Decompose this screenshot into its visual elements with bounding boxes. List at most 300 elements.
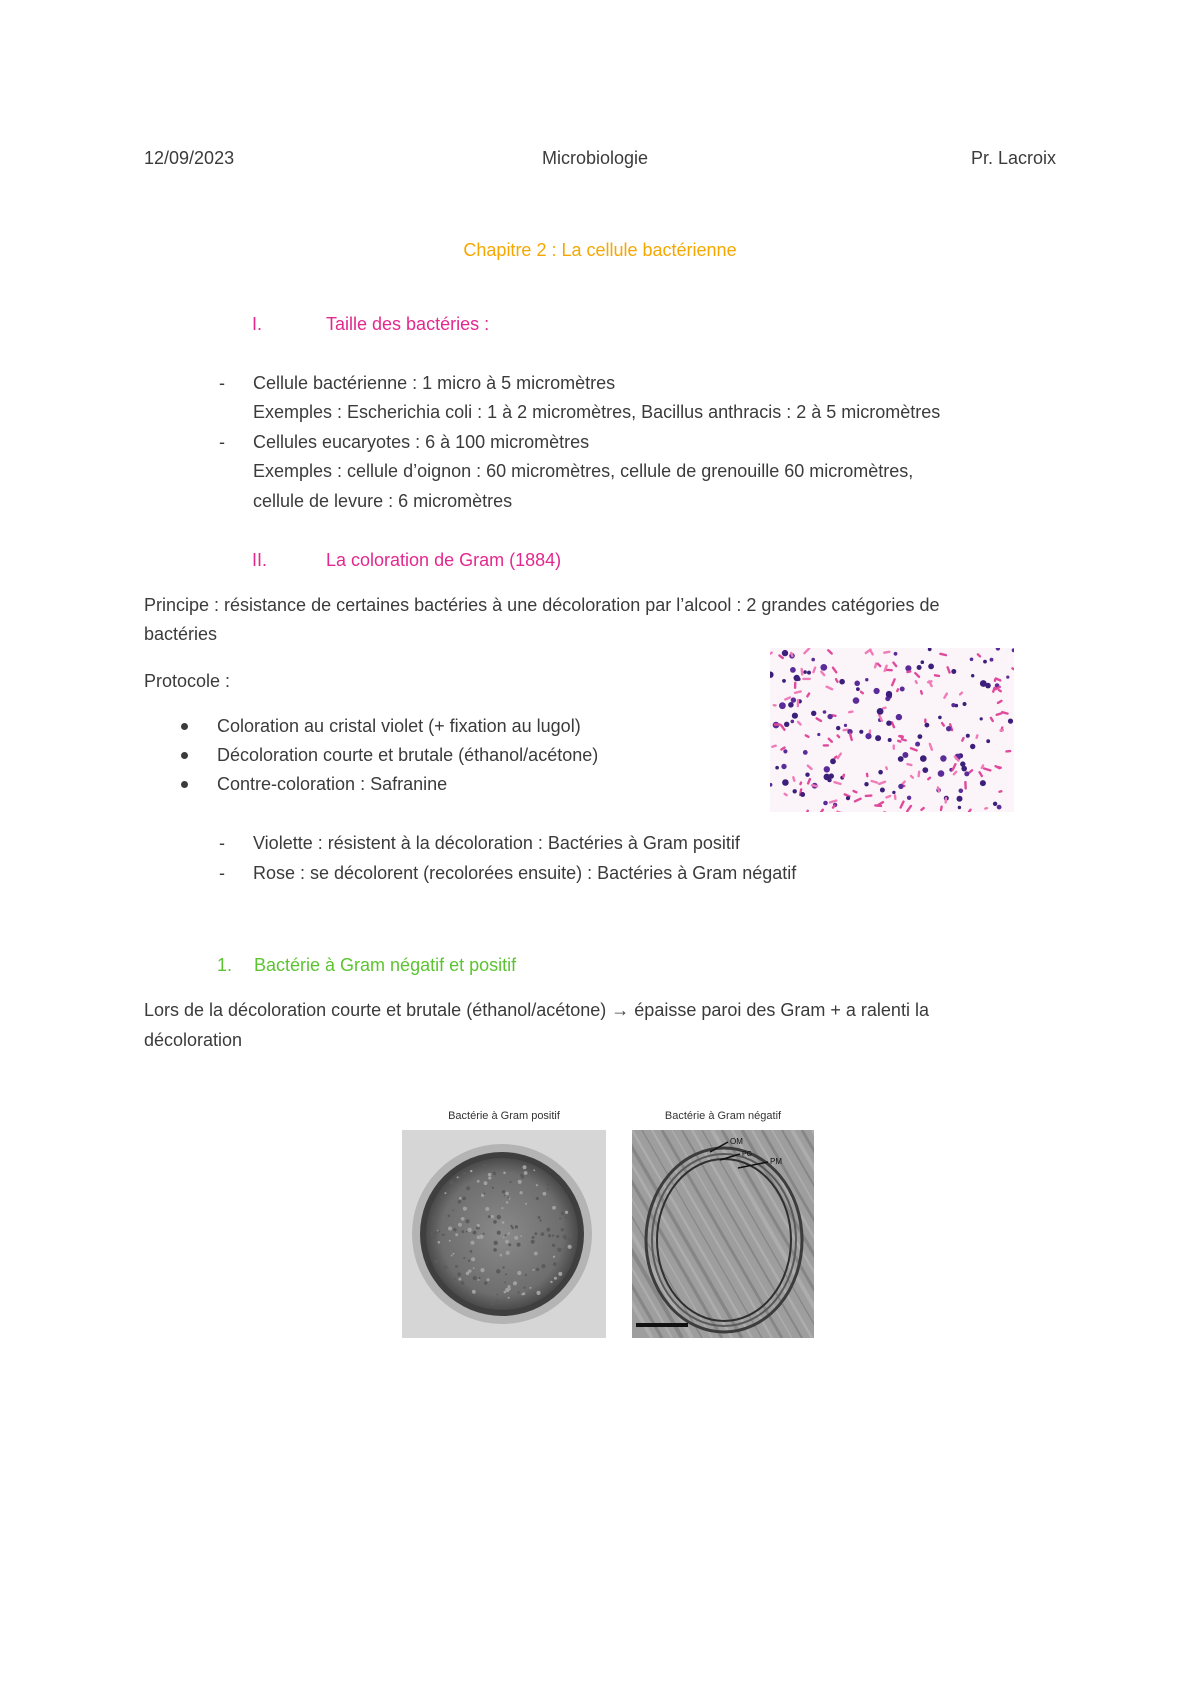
gram-negative-rod xyxy=(883,664,888,672)
speckle xyxy=(523,1287,525,1289)
gram-negative-rod xyxy=(976,653,982,658)
gram-negative-rod xyxy=(920,806,926,811)
gram-positive-coccus xyxy=(900,687,905,692)
speckle xyxy=(432,1217,434,1219)
speckle xyxy=(505,1192,509,1196)
protocol-bullet-1-text: Coloration au cristal violet (+ fixation au lugol) xyxy=(217,716,581,736)
gram-positive-coccus xyxy=(775,766,779,770)
speckle xyxy=(458,1200,462,1204)
speckle xyxy=(505,1234,507,1236)
speckle xyxy=(488,1173,492,1177)
gram-positive-coccus xyxy=(865,678,868,681)
gram-positive-coccus xyxy=(811,658,815,662)
speckle xyxy=(440,1196,442,1198)
speckle xyxy=(473,1276,477,1280)
gram-positive-coccus xyxy=(1008,719,1013,724)
speckle xyxy=(501,1207,503,1209)
gram-negative-rod xyxy=(975,734,979,739)
pg-label: PG xyxy=(742,1151,753,1158)
subsection-1-number: 1. xyxy=(217,955,233,975)
gram-negative-rod xyxy=(815,717,823,723)
gram-result-2 xyxy=(219,863,797,883)
speckle xyxy=(517,1243,521,1247)
speckle xyxy=(493,1220,497,1224)
speckle xyxy=(508,1243,511,1246)
speckle xyxy=(505,1240,509,1244)
gram-negative-rod xyxy=(914,680,918,685)
speckle xyxy=(565,1238,567,1240)
speckle xyxy=(478,1279,480,1281)
speckle xyxy=(457,1176,459,1178)
gram-negative-rod xyxy=(799,781,803,786)
gram-positive-coccus xyxy=(820,664,827,671)
gram-result-1-text: Violette : résistent à la décoloration : Bactéries à Gram positif xyxy=(253,833,740,853)
speckle xyxy=(496,1294,498,1296)
speckle xyxy=(515,1225,518,1228)
gram-negative-rod xyxy=(891,678,897,687)
speckle xyxy=(543,1192,547,1196)
gram-positive-coccus xyxy=(846,796,850,800)
gram-negative-rod xyxy=(834,678,839,684)
gram-positive-coccus xyxy=(793,789,797,793)
speckle xyxy=(444,1265,448,1269)
gram-negative-rod xyxy=(914,672,921,679)
gram-positive-coccus xyxy=(971,674,974,677)
gram-positive-coccus xyxy=(996,648,1000,651)
pm-label: PM xyxy=(770,1157,782,1166)
size-item-2-line2: Exemples : cellule d’oignon : 60 micromètres, cellule de grenouille 60 micromètres, xyxy=(253,461,914,481)
gram-negative-rod xyxy=(899,800,905,809)
speckle xyxy=(472,1290,476,1294)
gram-positive-coccus xyxy=(951,703,955,707)
gram-positive-coccus xyxy=(770,672,774,678)
speckle xyxy=(493,1248,497,1252)
speckle xyxy=(524,1171,528,1175)
gram-negative-rod xyxy=(892,661,898,668)
speckle xyxy=(468,1260,470,1262)
gram-negative-rod xyxy=(940,721,945,727)
speckle xyxy=(557,1248,561,1252)
decoloration-para-line-1: Lors de la décoloration courte et brutale (éthanol/acétone) → épaisse paroi des Gram + a ralenti la xyxy=(144,1000,929,1020)
gram-positive-coccus xyxy=(877,708,884,715)
gram-negative-rod xyxy=(958,691,963,696)
gram-positive-coccus xyxy=(980,780,986,786)
gram-negative-rod xyxy=(792,776,796,782)
gram-negative-rod xyxy=(917,770,920,777)
gram-positive-coccus xyxy=(791,697,796,702)
speckle xyxy=(461,1217,465,1221)
speckle xyxy=(502,1190,505,1193)
gram-negative-rod xyxy=(794,690,803,694)
speckle xyxy=(556,1235,559,1238)
gram-positive-coccus xyxy=(970,658,974,662)
speckle xyxy=(514,1236,518,1240)
gram-negative-rod xyxy=(866,773,869,778)
gram-positive-coccus xyxy=(865,733,871,739)
speckle xyxy=(459,1278,462,1281)
gram-positive-coccus xyxy=(915,742,920,747)
gram-positive-coccus xyxy=(782,779,789,786)
gram-positive-coccus xyxy=(807,671,811,675)
gram-positive-coccus xyxy=(888,738,892,742)
chapter-title: Chapitre 2 : La cellule bactérienne xyxy=(463,240,737,260)
gram-positive-coccus xyxy=(844,724,847,727)
gram-negative-rod xyxy=(797,699,800,708)
gram-negative-caption: Bactérie à Gram négatif xyxy=(664,1110,782,1122)
speckle xyxy=(542,1289,544,1291)
gram-negative-rod xyxy=(893,744,895,750)
speckle xyxy=(491,1215,494,1218)
gram-positive-coccus xyxy=(951,669,956,674)
gram-positive-coccus xyxy=(970,744,975,749)
speckle xyxy=(467,1228,471,1232)
gram-stain-image xyxy=(770,648,1014,812)
gram-positive-coccus xyxy=(886,691,892,697)
gram-positive-coccus xyxy=(898,784,903,789)
gram-positive-coccus xyxy=(990,658,994,662)
speckle xyxy=(506,1251,510,1255)
speckle xyxy=(487,1278,490,1281)
gram-positive-coccus xyxy=(966,734,970,738)
gram-positive-coccus xyxy=(983,660,987,664)
speckle xyxy=(466,1231,468,1233)
gram-negative-rod xyxy=(803,648,811,655)
gram-negative-rod xyxy=(800,668,803,676)
cytoplasm xyxy=(426,1158,578,1310)
gram-negative-rod xyxy=(961,736,965,742)
gram-negative-rod xyxy=(836,810,845,812)
speckle xyxy=(539,1219,541,1221)
speckle xyxy=(532,1236,535,1239)
gram-negative-micrograph xyxy=(632,1130,814,1338)
gram-negative-rod xyxy=(852,789,858,793)
speckle xyxy=(451,1255,453,1257)
size-item-2-line3: cellule de levure : 6 micromètres xyxy=(253,491,513,511)
gram-positive-coccus xyxy=(925,723,930,728)
gram-positive-coccus xyxy=(928,648,932,651)
speckle xyxy=(533,1169,535,1171)
gram-positive-coccus xyxy=(874,688,880,694)
gram-negative-rod xyxy=(849,732,854,741)
speckle xyxy=(488,1176,491,1179)
bullet-dot xyxy=(181,752,188,759)
scale-bar xyxy=(636,1323,688,1327)
speckle xyxy=(568,1238,571,1241)
speckle xyxy=(443,1270,445,1272)
gram-negative-rod xyxy=(812,666,817,674)
subsection-1-title: Bactérie à Gram négatif et positif xyxy=(254,955,517,975)
size-item-1 xyxy=(219,373,616,393)
speckle xyxy=(483,1164,487,1168)
speckle xyxy=(552,1234,554,1236)
speckle xyxy=(510,1225,512,1227)
gram-positive-coccus xyxy=(803,670,807,674)
gram-positive-coccus xyxy=(938,716,942,720)
speckle xyxy=(541,1232,545,1236)
speckle xyxy=(444,1192,446,1194)
speckle xyxy=(561,1228,565,1232)
gram-negative-rod xyxy=(820,670,826,677)
speckle xyxy=(438,1241,441,1244)
gram-negative-rod xyxy=(906,804,913,812)
gram-negative-rod xyxy=(842,773,845,778)
gram-negative-rod xyxy=(984,807,989,810)
speckle xyxy=(503,1300,505,1302)
gram-negative-rod xyxy=(885,766,888,771)
speckle xyxy=(553,1256,555,1258)
speckle xyxy=(520,1235,522,1237)
speckle xyxy=(431,1233,434,1236)
speckle xyxy=(534,1232,537,1235)
speckle xyxy=(505,1273,507,1275)
gram-negative-rod xyxy=(894,794,897,800)
speckle xyxy=(473,1267,475,1269)
speckle xyxy=(536,1184,538,1186)
gram-positive-coccus xyxy=(1012,648,1014,652)
speckle xyxy=(483,1193,485,1195)
gram-positive-coccus xyxy=(980,680,987,687)
gram-negative-rod xyxy=(964,781,967,790)
header-date: 12/09/2023 xyxy=(144,148,235,168)
speckle xyxy=(449,1240,451,1242)
speckle xyxy=(508,1285,511,1288)
gram-positive-coccus xyxy=(781,764,786,769)
gram-negative-rod xyxy=(924,718,926,723)
gram-positive-coccus xyxy=(928,664,934,670)
size-item-2 xyxy=(219,432,590,452)
gram-positive-coccus xyxy=(784,722,789,727)
gram-positive-coccus xyxy=(886,721,891,726)
gram-negative-rod xyxy=(1005,750,1011,753)
gram-negative-rod xyxy=(1011,667,1014,672)
gram-negative-rod xyxy=(770,651,773,657)
gram-positive-coccus xyxy=(938,770,945,777)
principe-line-2: bactéries xyxy=(144,624,218,644)
gram-positive-coccus xyxy=(792,713,798,719)
gram-negative-rod xyxy=(934,674,941,677)
gram-positive-coccus xyxy=(817,733,820,736)
speckle xyxy=(447,1191,449,1193)
gram-negative-rod xyxy=(967,808,972,812)
speckle xyxy=(477,1180,480,1183)
speckle xyxy=(552,1244,555,1247)
gram-negative-rod xyxy=(996,699,1003,704)
gram-positive-coccus xyxy=(791,720,795,724)
speckle xyxy=(546,1183,550,1187)
header-professor: Pr. Lacroix xyxy=(970,148,1056,168)
speckle xyxy=(507,1197,509,1199)
gram-positive-coccus xyxy=(921,660,925,664)
gram-negative-rod xyxy=(999,729,1004,732)
protocole-label: Protocole : xyxy=(144,671,231,691)
gram-negative-rod xyxy=(827,737,833,743)
section-1-number: I. xyxy=(252,314,263,334)
gram-positive-coccus xyxy=(880,788,885,793)
speckle xyxy=(523,1165,527,1169)
speckle xyxy=(458,1176,461,1179)
speckle xyxy=(509,1288,511,1290)
size-item-1-line2: Exemples : Escherichia coli : 1 à 2 micromètres, Bacillus anthracis : 2 à 5 micromètres xyxy=(253,402,941,422)
gram-positive-coccus xyxy=(894,652,898,656)
speckle xyxy=(438,1230,440,1232)
gram-negative-rod xyxy=(794,682,797,689)
gram-positive-coccus xyxy=(986,739,990,743)
speckle xyxy=(547,1228,551,1232)
gram-positive-coccus xyxy=(918,734,923,739)
gram-positive-coccus xyxy=(922,767,928,773)
gram-positive-coccus xyxy=(805,773,809,777)
subsection-1-heading xyxy=(217,955,717,976)
gram-negative-rod xyxy=(825,685,834,691)
speckle xyxy=(552,1206,556,1210)
gram-negative-rod xyxy=(928,742,933,751)
speckle xyxy=(470,1170,472,1172)
speckle xyxy=(496,1269,500,1273)
speckle xyxy=(471,1241,475,1245)
gram-positive-coccus xyxy=(963,702,967,706)
gram-positive-coccus xyxy=(770,783,772,787)
gram-positive-coccus xyxy=(957,796,963,802)
gram-negative-rod xyxy=(940,805,943,811)
bullet-dot xyxy=(181,723,188,730)
speckle xyxy=(504,1282,506,1284)
speckle xyxy=(458,1223,462,1227)
speckle xyxy=(503,1172,506,1175)
gram-positive-coccus xyxy=(997,805,1002,810)
gram-result-2-text: Rose : se décolorent (recolorées ensuite) : Bactéries à Gram négatif xyxy=(253,863,797,883)
section-2-title: La coloration de Gram (1884) xyxy=(326,550,562,570)
speckle xyxy=(522,1292,525,1295)
speckle xyxy=(448,1226,452,1230)
gram-negative-rod xyxy=(883,650,891,654)
gram-positive-coccus xyxy=(878,770,883,775)
gram-positive-coccus xyxy=(836,726,840,730)
speckle xyxy=(541,1264,545,1268)
speckle xyxy=(538,1216,541,1219)
om-label: OM xyxy=(730,1137,743,1146)
speckle xyxy=(568,1245,572,1249)
gram-negative-rod xyxy=(848,710,854,714)
speckle xyxy=(497,1231,501,1235)
speckle xyxy=(533,1269,535,1271)
speckle xyxy=(471,1257,475,1261)
header-subject: Microbiologie xyxy=(542,148,649,168)
speckle xyxy=(466,1219,470,1223)
speckle xyxy=(477,1236,481,1240)
gram-negative-rod xyxy=(804,734,810,739)
gram-positive-coccus xyxy=(824,774,831,781)
protocol-bullet-1 xyxy=(217,716,581,736)
gram-negative-rod xyxy=(896,688,900,693)
speckle xyxy=(513,1281,517,1285)
speckle xyxy=(462,1197,466,1201)
gram-positive-coccus xyxy=(859,730,863,734)
section-1-title: Taille des bactéries : xyxy=(326,314,490,334)
speckle xyxy=(450,1181,454,1185)
speckle xyxy=(455,1265,458,1268)
speckle xyxy=(534,1252,538,1256)
gram-positive-coccus xyxy=(790,667,796,673)
gram-negative-image xyxy=(632,1130,814,1338)
gram-negative-rod xyxy=(772,704,776,707)
principe-line-1: Principe : résistance de certaines bactéries à une décoloration par l’alcool : 2 grandes catégories de xyxy=(144,595,940,615)
gram-negative-rod xyxy=(806,764,813,771)
speckle xyxy=(455,1233,458,1236)
dash-marker: - xyxy=(219,833,225,853)
speckle xyxy=(536,1197,539,1200)
gram-positive-coccus xyxy=(823,801,828,806)
gram-negative-rod xyxy=(995,712,1003,716)
speckle xyxy=(484,1281,488,1285)
decoloration-para-line-2: décoloration xyxy=(144,1030,243,1050)
gram-positive-coccus xyxy=(823,710,827,714)
speckle xyxy=(463,1207,467,1211)
speckle xyxy=(497,1215,501,1219)
speckle xyxy=(520,1191,523,1194)
speckle xyxy=(510,1181,512,1183)
gram-negative-rod xyxy=(806,692,811,698)
speckle xyxy=(531,1172,533,1174)
gram-negative-rod xyxy=(878,780,887,785)
speckle xyxy=(494,1241,498,1245)
gram-positive-coccus xyxy=(896,714,902,720)
gram-negative-rod xyxy=(989,716,994,722)
gram-negative-rod xyxy=(831,666,838,674)
speckle xyxy=(488,1215,491,1218)
gram-positive-coccus xyxy=(856,687,860,691)
gram-negative-rod xyxy=(783,792,788,797)
speckle xyxy=(502,1266,504,1268)
gram-positive-coccus xyxy=(917,665,922,670)
speckle xyxy=(453,1228,456,1231)
speckle xyxy=(508,1232,510,1234)
gram-positive-coccus xyxy=(940,755,946,761)
speckle xyxy=(459,1197,462,1200)
gram-positive-coccus xyxy=(788,702,794,708)
gram-positive-coccus xyxy=(839,679,845,685)
speckle xyxy=(565,1211,568,1214)
gram-negative-rod xyxy=(983,767,992,772)
gram-negative-rod xyxy=(833,781,842,786)
speckle xyxy=(517,1271,521,1275)
gram-positive-coccus xyxy=(779,702,786,709)
speckle xyxy=(525,1203,527,1205)
speckle xyxy=(547,1188,549,1190)
gram-positive-micrograph xyxy=(402,1130,606,1338)
speckle xyxy=(461,1281,465,1285)
protocol-bullet-2 xyxy=(217,745,598,765)
speckle xyxy=(431,1231,433,1233)
gram-positive-coccus xyxy=(959,789,964,794)
gram-negative-rod xyxy=(870,780,878,785)
speckle xyxy=(484,1181,488,1185)
speckle xyxy=(485,1207,489,1211)
gram-negative-rod xyxy=(946,666,951,674)
gram-result-1 xyxy=(219,833,740,853)
speckle xyxy=(565,1216,567,1218)
gram-positive-coccus xyxy=(782,650,788,656)
speckle xyxy=(434,1259,438,1263)
speckle xyxy=(531,1240,535,1244)
gram-negative-rod xyxy=(807,778,812,785)
gram-negative-rod xyxy=(774,723,781,725)
speckle xyxy=(454,1278,456,1280)
gram-negative-rod xyxy=(823,744,830,746)
dash-marker: - xyxy=(219,373,225,393)
gram-positive-coccus xyxy=(892,791,895,794)
protocol-bullet-3-text: Contre-coloration : Safranine xyxy=(217,774,448,794)
gram-negative-rod xyxy=(920,690,924,695)
